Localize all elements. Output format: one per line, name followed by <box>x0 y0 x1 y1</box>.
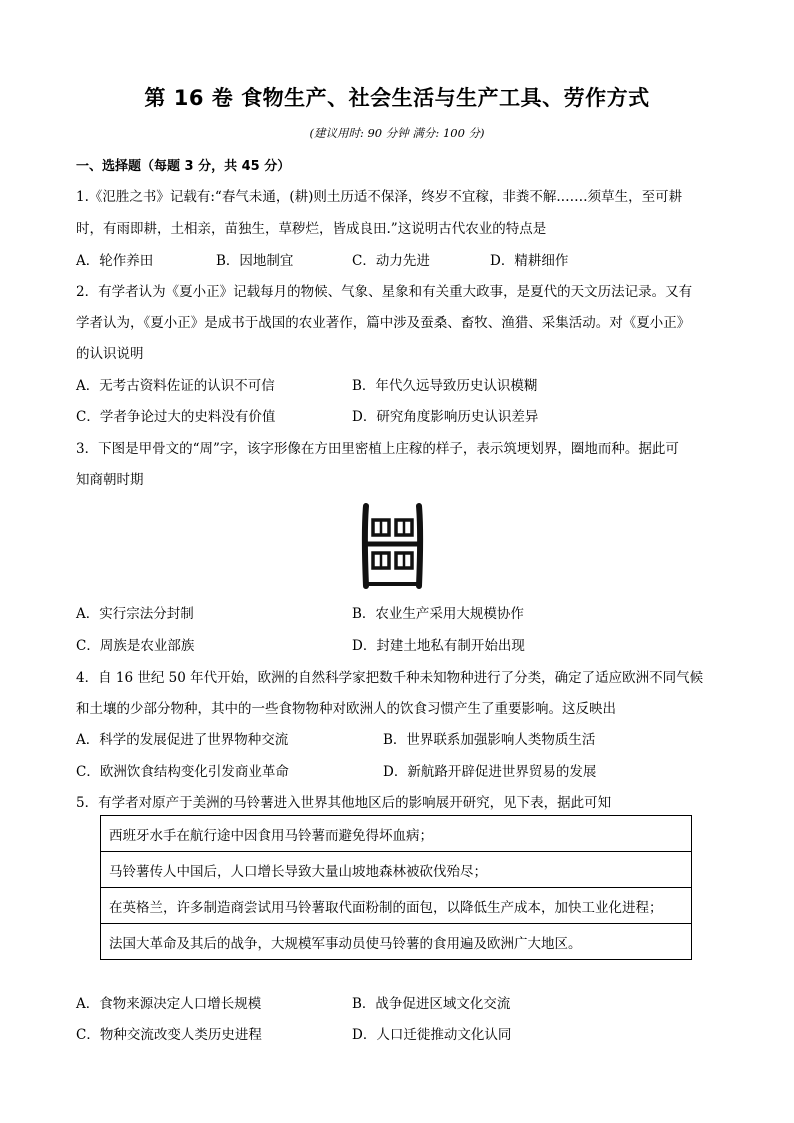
q3-stem-line-1: 3．下图是甲骨文的“周”字，该字形像在方田里密植上庄稼的样子，表示筑埂划界，圈地而种。据此可 <box>76 441 679 457</box>
q2-option-c[interactable]: C．学者争论过大的史料没有价值 <box>76 409 276 425</box>
q1-stem-line-2: 时，有雨即耕，土相亲，苗独生，草秽烂，皆成良田.”这说明古代农业的特点是 <box>76 221 547 237</box>
q1-option-a[interactable]: A．轮作养田 <box>76 253 154 269</box>
q2-option-d[interactable]: D．研究角度影响历史认识差异 <box>352 409 539 425</box>
q3-option-b[interactable]: B．农业生产采用大规模协作 <box>352 606 524 622</box>
q2-stem-line-1: 2．有学者认为《夏小正》记载每月的物候、气象、星象和有关重大政事，是夏代的天文历法记录。又有 <box>76 284 693 300</box>
q4-option-d[interactable]: D．新航路开辟促进世界贸易的发展 <box>383 764 597 780</box>
table-cell: 在英格兰，许多制造商尝试用马铃薯取代面粉制的面包，以降低生产成本，加快工业化进程； <box>101 888 692 924</box>
q4-stem-line-2: 和土壤的少部分物种，其中的一些食物物种对欧洲人的饮食习惯产生了重要影响。这反映出 <box>76 701 616 717</box>
q2-stem-line-3: 的认识说明 <box>76 346 144 362</box>
q5-option-b[interactable]: B．战争促进区域文化交流 <box>352 996 511 1012</box>
q1-stem-line-1: 1.《氾胜之书》记载有:“春气未通，(耕)则土历适不保泽，终岁不宜稼，非粪不解.……须草生，至可耕 <box>76 189 683 205</box>
q1-option-d[interactable]: D．精耕细作 <box>490 253 569 269</box>
q4-stem-line-1: 4．自 16 世纪 50 年代开始，欧洲的自然科学家把数千种未知物种进行了分类，确定了适应欧洲不同气候 <box>76 670 704 686</box>
q1-option-b[interactable]: B．因地制宜 <box>216 253 294 269</box>
q2-stem-line-2: 学者认为，《夏小正》是成书于战国的农业著作，篇中涉及蚕桑、畜牧、渔猎、采集活动。对《夏小正》 <box>76 315 691 331</box>
table-row <box>101 888 692 924</box>
q3-option-c[interactable]: C．周族是农业部族 <box>76 638 195 654</box>
q1-option-c[interactable]: C．动力先进 <box>352 253 430 269</box>
q5-stem-line-1: 5．有学者对原产于美洲的马铃薯进入世界其他地区后的影响展开研究，见下表，据此可知 <box>76 795 612 811</box>
q3-stem-line-2: 知商朝时期 <box>76 472 144 488</box>
q4-option-c[interactable]: C．欧洲饮食结构变化引发商业革命 <box>76 764 289 780</box>
table-cell: 马铃薯传人中国后，人口增长导致大量山坡地森林被砍伐殆尽； <box>101 852 692 888</box>
table-row <box>101 924 692 960</box>
q3-option-a[interactable]: A．实行宗法分封制 <box>76 606 194 622</box>
table-row <box>101 816 692 852</box>
table-row <box>101 852 692 888</box>
q5-option-d[interactable]: D．人口迁徙推动文化认同 <box>352 1027 512 1043</box>
q5-material-table <box>100 815 692 960</box>
q3-option-d[interactable]: D．封建土地私有制开始出现 <box>352 638 525 654</box>
q5-option-a[interactable]: A．食物来源决定人口增长规模 <box>76 996 262 1012</box>
table-cell: 法国大革命及其后的战争，大规模军事动员使马铃薯的食用遍及欧洲广大地区。 <box>101 924 692 960</box>
page-title: 第 16 卷 食物生产、社会生活与生产工具、劳作方式 <box>144 86 650 110</box>
q4-option-a[interactable]: A．科学的发展促进了世界物种交流 <box>76 732 289 748</box>
table-cell: 西班牙水手在航行途中因食用马铃薯而避免得坏血病； <box>101 816 692 852</box>
time-score-note: (建议用时: 90 分钟 满分: 100 分) <box>309 126 485 140</box>
q2-option-b[interactable]: B．年代久远导致历史认识模糊 <box>352 378 538 394</box>
q5-option-c[interactable]: C．物种交流改变人类历史进程 <box>76 1027 262 1043</box>
q2-option-a[interactable]: A．无考古资料佐证的认识不可信 <box>76 378 275 394</box>
section-heading: 一、选择题（每题 3 分，共 45 分） <box>76 159 291 174</box>
q4-option-b[interactable]: B．世界联系加强影响人类物质生活 <box>383 732 596 748</box>
oracle-bone-zhou-character-image <box>356 500 432 590</box>
